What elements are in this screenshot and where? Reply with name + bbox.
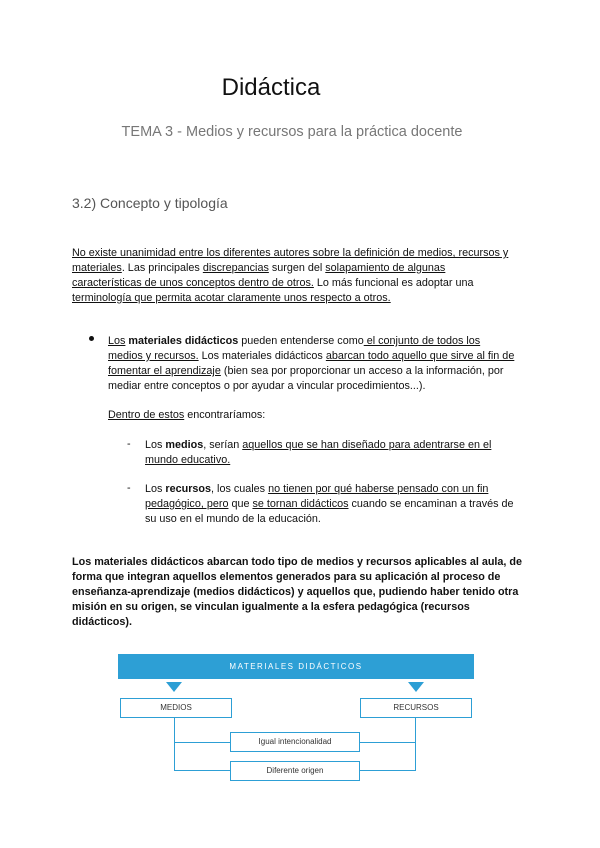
section-heading: 3.2) Concepto y tipología [72,195,228,211]
diagram-header: MATERIALES DIDÁCTICOS [118,654,474,679]
bullet-t5: abarcan todo aquello que sirve al fin de [325,350,515,362]
bullet-term: materiales didácticos [125,335,239,347]
bullet-t4: Los materiales didácticos [198,350,326,362]
within-underlined: Dentro de estos [108,409,185,421]
connector-right-vertical [415,718,416,771]
diagram-node-igual-intencionalidad: Igual intencionalidad [230,732,360,752]
dash-medios: - [127,438,131,450]
subitem-medios [145,438,520,468]
intro-paragraph [72,246,532,306]
connector-left-row2 [174,770,230,771]
rec-q: que [228,498,253,510]
bullet-t2: el conjunto de todos los [363,335,481,347]
intro-text-6: características de unos conceptos dentro de otros. [72,277,314,289]
intro-text-7: Lo más funcional es adoptar una [313,277,474,289]
within-text: encontraríamos: [184,409,266,421]
arrow-down-left-icon [166,682,182,692]
connector-left-row1 [174,742,230,743]
summary-paragraph: Los materiales didácticos abarcan todo tipo de medios y recursos aplicables al aula, de forma que integran aquellos elementos generados para su aplicación al proceso de enseñanza-aprendizaje (medios didácticos) y aquellos que, pudiendo haber tenido otra misión en su origen, se vinculan igualmente a la esfera pedagógica (recursos didácticos). [72,556,523,628]
bullet-t3: medios y recursos. [108,350,199,362]
arrow-down-right-icon [408,682,424,692]
intro-text-5: solapamiento de algunas [325,262,446,274]
materials-diagram [118,652,474,792]
rec-underlined-3: se tornan didácticos [252,498,349,510]
page-title: Didáctica [221,74,321,101]
connector-left-vertical [174,718,175,771]
intro-text-8: terminología que permita acotar claramente unos respecto a otros. [72,292,391,304]
rec-underlined-1: no tienen por qué haberse pensado con un fin [268,483,489,495]
rec-end-2: su uso en el mundo de la educación. [145,513,321,525]
connector-right-row1 [360,742,415,743]
intro-text-1b: materiales [72,262,122,274]
bullet-t8: mediar entre conceptos o por ayudar a vincular procedimientos...). [108,380,426,392]
medios-underlined-1: aquellos que se han diseñado para adentrarse en el [242,439,492,451]
rec-mid: , los cuales [211,483,269,495]
diagram-node-diferente-origen: Diferente origen [230,761,360,781]
bullet-t1: pueden entenderse como [238,335,364,347]
intro-text-4: surgen del [268,262,326,274]
connector-right-row2 [360,770,415,771]
dash-recursos: - [127,482,131,494]
bullet-dot [89,336,94,341]
medios-term: medios [165,439,204,451]
rec-underlined-2: pedagógico, pero [145,498,229,510]
diagram-node-medios: MEDIOS [120,698,232,718]
intro-text-3: discrepancias [202,262,269,274]
within-line [108,408,568,423]
medios-mid: , serían [203,439,243,451]
medios-pre: Los [145,439,166,451]
diagram-node-recursos: RECURSOS [360,698,472,718]
intro-text-2: . Las principales [121,262,203,274]
bullet-los: Los [108,335,126,347]
bullet-paragraph [108,334,533,394]
rec-pre: Los [145,483,166,495]
intro-text-1: No existe unanimidad entre los diferentes autores sobre la definición de medios, recursos y [72,247,509,259]
medios-underlined-2: mundo educativo. [145,454,231,466]
rec-term: recursos [165,483,212,495]
bullet-t6: fomentar el aprendizaje [108,365,221,377]
subitem-recursos [145,482,520,527]
bullet-t7: (bien sea por proporcionar un acceso a la información, por [220,365,504,377]
subtitle: TEMA 3 - Medios y recursos para la práctica docente [121,124,463,140]
rec-end: cuando se encaminan a través de [348,498,514,510]
